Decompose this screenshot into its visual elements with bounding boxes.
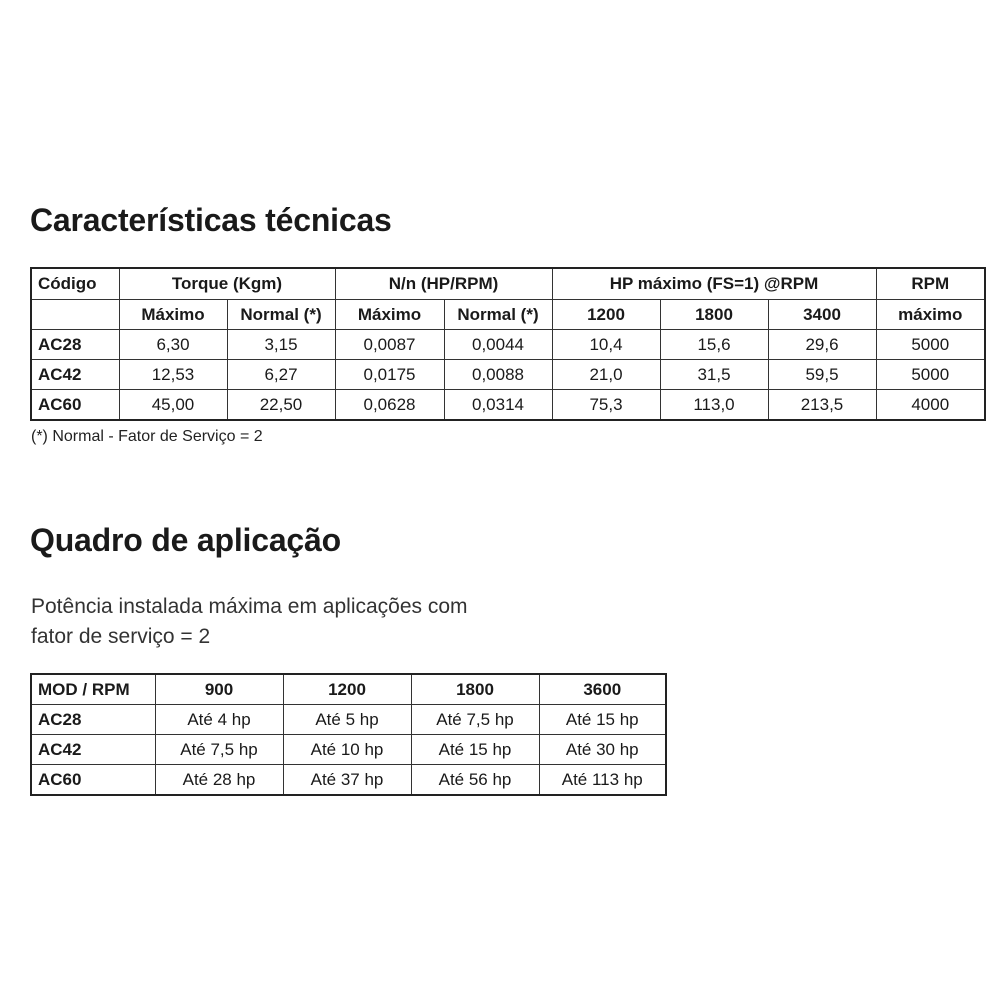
specs-title: Características técnicas <box>30 202 392 238</box>
application-subtitle <box>31 592 468 652</box>
application-title: Quadro de aplicação <box>30 522 341 558</box>
subtitle-line-2: fator de serviço = 2 <box>31 625 211 648</box>
cell: 6,30 <box>119 330 227 360</box>
row-model: AC42 <box>31 735 155 765</box>
subheader-normal-nn: Normal (*) <box>444 300 552 330</box>
cell: 113,0 <box>660 390 768 421</box>
cell: 45,00 <box>119 390 227 421</box>
cell: 4000 <box>876 390 985 421</box>
cell: 31,5 <box>660 360 768 390</box>
specs-header-row <box>31 268 985 300</box>
cell: 22,50 <box>227 390 335 421</box>
row-model: AC28 <box>31 330 119 360</box>
cell: 15,6 <box>660 330 768 360</box>
table-row <box>31 735 666 765</box>
cell: 5000 <box>876 330 985 360</box>
cell: Até 5 hp <box>283 705 411 735</box>
subheader-maximo-torque: Máximo <box>119 300 227 330</box>
cell: 21,0 <box>552 360 660 390</box>
col-group-hp: HP máximo (FS=1) @RPM <box>552 268 876 300</box>
col-group-rpm: RPM <box>876 268 985 300</box>
subheader-normal-torque: Normal (*) <box>227 300 335 330</box>
table-row <box>31 390 985 421</box>
cell: Até 15 hp <box>411 735 539 765</box>
row-model: AC42 <box>31 360 119 390</box>
table-row <box>31 330 985 360</box>
col-1800-header: 1800 <box>411 674 539 705</box>
cell: 0,0088 <box>444 360 552 390</box>
table-row <box>31 705 666 735</box>
row-model: AC28 <box>31 705 155 735</box>
cell: 12,53 <box>119 360 227 390</box>
col-codigo-header: Código <box>31 268 119 300</box>
specs-table <box>30 267 986 421</box>
cell: 0,0044 <box>444 330 552 360</box>
cell: Até 56 hp <box>411 765 539 796</box>
cell: Até 15 hp <box>539 705 666 735</box>
cell: Até 113 hp <box>539 765 666 796</box>
cell: 10,4 <box>552 330 660 360</box>
subheader-3400: 3400 <box>768 300 876 330</box>
col-3600-header: 3600 <box>539 674 666 705</box>
row-model: AC60 <box>31 765 155 796</box>
cell: Até 4 hp <box>155 705 283 735</box>
cell: 75,3 <box>552 390 660 421</box>
application-table <box>30 673 667 796</box>
cell: Até 10 hp <box>283 735 411 765</box>
subtitle-line-1: Potência instalada máxima em aplicações com <box>31 595 468 618</box>
subheader-empty <box>31 300 119 330</box>
subheader-maximo-nn: Máximo <box>335 300 444 330</box>
col-group-torque: Torque (Kgm) <box>119 268 335 300</box>
cell: 0,0314 <box>444 390 552 421</box>
row-model: AC60 <box>31 390 119 421</box>
col-group-nn: N/n (HP/RPM) <box>335 268 552 300</box>
subheader-1800: 1800 <box>660 300 768 330</box>
cell: Até 7,5 hp <box>155 735 283 765</box>
col-1200-header: 1200 <box>283 674 411 705</box>
cell: Até 28 hp <box>155 765 283 796</box>
specs-subheader-row <box>31 300 985 330</box>
subheader-1200: 1200 <box>552 300 660 330</box>
cell: 0,0087 <box>335 330 444 360</box>
cell: 5000 <box>876 360 985 390</box>
cell: Até 7,5 hp <box>411 705 539 735</box>
subheader-rpm-maximo: máximo <box>876 300 985 330</box>
col-900-header: 900 <box>155 674 283 705</box>
cell: Até 37 hp <box>283 765 411 796</box>
cell: 0,0628 <box>335 390 444 421</box>
table-row <box>31 765 666 796</box>
col-mod-rpm-header: MOD / RPM <box>31 674 155 705</box>
cell: 59,5 <box>768 360 876 390</box>
cell: 213,5 <box>768 390 876 421</box>
table-row <box>31 360 985 390</box>
cell: 3,15 <box>227 330 335 360</box>
cell: 29,6 <box>768 330 876 360</box>
specs-footnote: (*) Normal - Fator de Serviço = 2 <box>31 428 263 445</box>
cell: 0,0175 <box>335 360 444 390</box>
cell: 6,27 <box>227 360 335 390</box>
cell: Até 30 hp <box>539 735 666 765</box>
application-header-row <box>31 674 666 705</box>
